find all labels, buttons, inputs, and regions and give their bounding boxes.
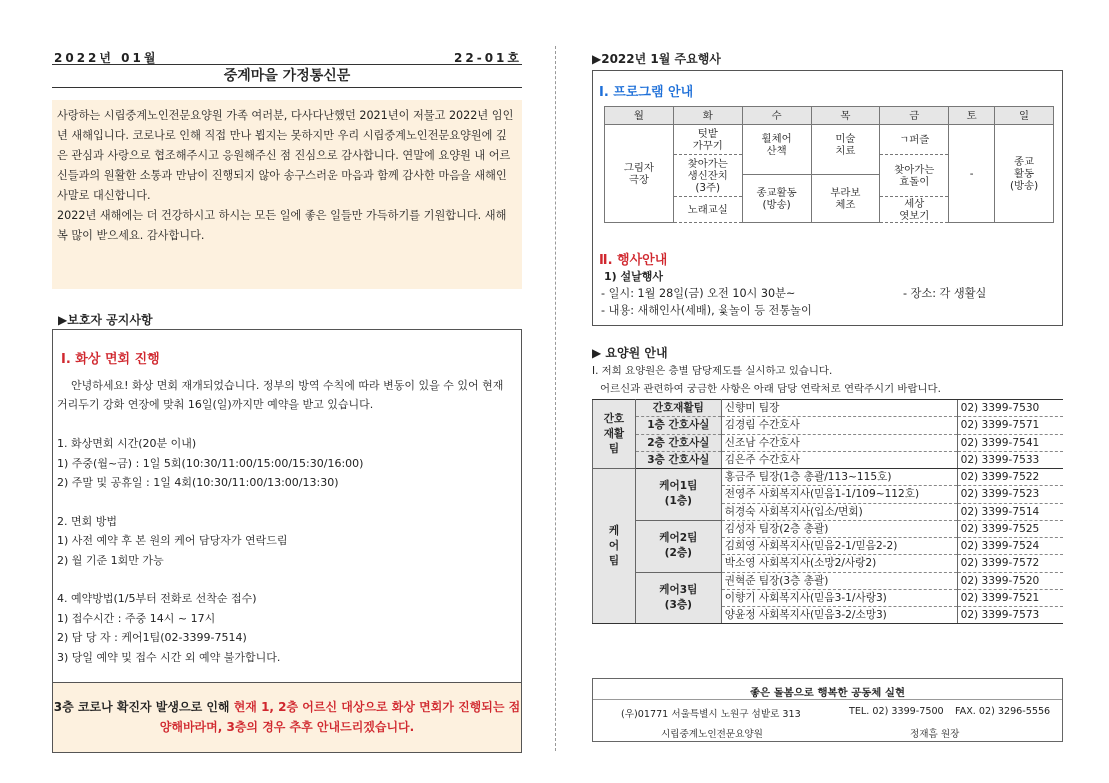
- day-thu: 목: [811, 107, 880, 125]
- event-date-line: - 일시: 1월 28일(금) 오전 10시 30분~: [601, 287, 796, 300]
- event-subtitle: 1) 설날행사: [604, 270, 664, 283]
- column-divider: [555, 46, 556, 751]
- nurse-team: 2층 간호사실: [635, 434, 721, 451]
- events-heading: ▶2022년 1월 주요행사: [592, 52, 721, 66]
- table-row: [593, 572, 1064, 589]
- staff-tel: 02) 3399-7514: [957, 503, 1063, 520]
- staff-tel: 02) 3399-7533: [957, 451, 1063, 468]
- issue-date: 2022년 01월: [54, 51, 159, 65]
- notice-box: [52, 329, 522, 753]
- contacts-heading: ▶ 요양원 안내: [592, 346, 668, 360]
- staff-name: 전영주 사회복지사(믿음1-1/109~112호): [721, 486, 957, 503]
- staff-tel: 02) 3399-7573: [957, 607, 1063, 624]
- staff-name: 이향기 사회복지사(믿음3-1/사랑3): [721, 589, 957, 606]
- table-row: [593, 417, 1064, 434]
- notice-s1-line2: 2) 주말 및 공휴일 : 1일 4회(10:30/11:00/13:00/13:30): [57, 476, 339, 490]
- program-fri-3: 세상 엿보기: [880, 197, 949, 223]
- table-row: [593, 451, 1064, 468]
- events-box: [592, 70, 1063, 326]
- staff-name: 박소영 사회복지사(소망2/사랑2): [721, 555, 957, 572]
- notice-body: [57, 376, 517, 667]
- contacts-desc-1: Ⅰ. 저희 요양원은 층별 담당제도를 실시하고 있습니다.: [592, 365, 833, 377]
- event-content-line: - 내용: 새해인사(세배), 윷놀이 등 전통놀이: [601, 304, 812, 317]
- staff-tel: 02) 3399-7571: [957, 417, 1063, 434]
- nurse-team: 간호재활팀: [635, 400, 721, 417]
- table-row: [593, 434, 1064, 451]
- day-fri: 금: [880, 107, 949, 125]
- program-mon: 그림자 극장: [605, 125, 674, 223]
- greeting-paragraph-2: 2022년 새해에는 더 건강하시고 하시는 모든 일에 좋은 일들만 가득하기를 기원합니다. 새해 복 많이 받으세요. 감사합니다.: [57, 209, 507, 242]
- contacts-desc-2: 어르신과 관련하여 궁금한 사항은 아래 담당 연락처로 연락주시기 바랍니다.: [600, 383, 941, 395]
- program-sat: -: [949, 125, 995, 223]
- program-wed-1: 휠체어 산책: [742, 125, 811, 175]
- notice-heading: ▶보호자 공지사항: [58, 313, 153, 327]
- footer-fax: FAX. 02) 3296-5556: [955, 706, 1051, 717]
- warning-black-text: 3층 코로나 확진자 발생으로 인해: [53, 700, 234, 714]
- day-sat: 토: [949, 107, 995, 125]
- notice-intro: 안녕하세요! 화상 면회 재개되었습니다. 정부의 방역 수칙에 따라 변동이 있을 수 있어 현재 거리두기 강화 연장에 맞춰 16일(일)까지만 예약을 받고 있습니다.: [57, 379, 504, 412]
- staff-tel: 02) 3399-7524: [957, 538, 1063, 555]
- notice-s1-title: 1. 화상면회 시간(20분 이내): [57, 437, 197, 451]
- program-title: Ⅰ. 프로그램 안내: [599, 85, 694, 100]
- nurse-team: 3층 간호사실: [635, 451, 721, 468]
- staff-tel: 02) 3399-7521: [957, 589, 1063, 606]
- notice-s4-line3: 3) 당일 예약 및 접수 시간 외 예약 불가합니다.: [57, 650, 281, 664]
- staff-tel: 02) 3399-7530: [957, 400, 1063, 417]
- table-row: [593, 520, 1064, 537]
- program-wed-2: 종교활동 (방송): [742, 175, 811, 223]
- program-sun: 종교 활동 (방송): [995, 125, 1054, 223]
- program-thu-1: 미술 치료: [811, 125, 880, 175]
- program-schedule-table: [604, 106, 1054, 223]
- issue-line: [52, 49, 522, 65]
- day-tue: 화: [673, 107, 742, 125]
- staff-name: 김은주 수간호사: [721, 451, 957, 468]
- notice-s4-title: 4. 예약방법(1/5부터 전화로 선착순 접수): [57, 592, 257, 606]
- footer-tel: TEL. 02) 3399-7500: [849, 706, 944, 717]
- day-sun: 일: [995, 107, 1054, 125]
- table-row: [593, 469, 1064, 486]
- notice-s1-line1: 1) 주중(월~금) : 1일 5회(10:30/11:00/15:00/15:30/16:00): [57, 456, 364, 470]
- program-tue-2: 찾아가는 생신잔치 (3주): [673, 155, 742, 197]
- covid-warning: [53, 682, 521, 752]
- staff-name: 권혁준 팀장(3층 총괄): [721, 572, 957, 589]
- issue-number: 22-01호: [454, 51, 522, 65]
- staff-name: 김성자 팀장(2층 총괄): [721, 520, 957, 537]
- footer-director: 정재흠 원장: [910, 729, 960, 740]
- staff-name: 양윤정 사회복지사(믿음3-2/소망3): [721, 607, 957, 624]
- newsletter-title: 중계마을 가정통신문: [52, 64, 522, 88]
- warning-red-text: 현재 1, 2층 어르신 대상으로 화상 면회가 진행되는 점 양해바라며, 3층의 경우 추후 안내드리겠습니다.: [159, 700, 521, 734]
- event-place-line: - 장소: 각 생활실: [903, 287, 987, 300]
- staff-name: 신조남 수간호사: [721, 434, 957, 451]
- footer-slogan: 좋은 돌봄으로 행복한 공동체 실현: [750, 687, 905, 699]
- notice-s4-line1: 1) 접수시간 : 주중 14시 ~ 17시: [57, 611, 216, 625]
- footer-org: 시립중계노인전문요양원: [661, 729, 763, 740]
- notice-s4-line2: 2) 담 당 자 : 케어1팀(02-3399-7514): [57, 631, 247, 645]
- day-mon: 월: [605, 107, 674, 125]
- footer-box: [592, 678, 1063, 742]
- staff-name: 김희영 사회복지사(믿음2-1/믿음2-2): [721, 538, 957, 555]
- notice-s2-line2: 2) 월 기준 1회만 가능: [57, 553, 164, 567]
- care-group-label: 케 어 팀: [593, 469, 636, 624]
- notice-s2-line1: 1) 사전 예약 후 본 원의 케어 담당자가 연락드림: [57, 534, 288, 548]
- nurse-group-label: 간호 재활 팀: [593, 400, 636, 469]
- program-fri-2: 찾아가는 효돌이: [880, 155, 949, 197]
- staff-name: 김경림 수간호사: [721, 417, 957, 434]
- table-row: [593, 400, 1064, 417]
- day-wed: 수: [742, 107, 811, 125]
- greeting-box: [52, 100, 522, 289]
- staff-tel: 02) 3399-7520: [957, 572, 1063, 589]
- care-team-1: 케어1팀 (1층): [635, 469, 721, 521]
- care-team-3: 케어3팀 (3층): [635, 572, 721, 624]
- program-thu-2: 부라보 체조: [811, 175, 880, 223]
- notice-s2-title: 2. 면회 방법: [57, 514, 117, 528]
- program-tue-1: 텃밭 가꾸기: [673, 125, 742, 155]
- staff-tel: 02) 3399-7522: [957, 469, 1063, 486]
- footer-address: (우)01771 서울특별시 노원구 섬밭로 313: [621, 709, 801, 720]
- care-team-2: 케어2팀 (2층): [635, 520, 721, 572]
- program-fri-1: ㄱ퍼즐: [880, 125, 949, 155]
- staff-tel: 02) 3399-7523: [957, 486, 1063, 503]
- event-title: Ⅱ. 행사안내: [599, 253, 668, 268]
- staff-tel: 02) 3399-7541: [957, 434, 1063, 451]
- staff-tel: 02) 3399-7572: [957, 555, 1063, 572]
- contacts-table: [592, 399, 1063, 624]
- staff-tel: 02) 3399-7525: [957, 520, 1063, 537]
- notice-title: Ⅰ. 화상 면회 진행: [61, 352, 160, 367]
- program-tue-3: 노래교실: [673, 197, 742, 223]
- staff-name: 허경숙 사회복지사(입소/면회): [721, 503, 957, 520]
- nurse-team: 1층 간호사실: [635, 417, 721, 434]
- staff-name: 신향미 팀장: [721, 400, 957, 417]
- greeting-paragraph-1: 사랑하는 시립중계노인전문요양원 가족 여러분, 다사다난했던 2021년이 저물고 2022년 임인년 새해입니다. 코로나로 인해 직접 만나 뵙지는 못하지만 우리 시립중계노인전문요양원에 깊은 관심과 사랑으로 협조해주시고 응원해주신 점 진심으로 감사합니다. 연말에 요양원 내 어르신들과의 원활한 소통과 만남이 진행되지 않아 송구스러운 마음과 함께 감사한 마음을 새해인사말로 대신합니다.: [57, 109, 514, 202]
- staff-name: 홍금주 팀장(1층 총괄/113~115호): [721, 469, 957, 486]
